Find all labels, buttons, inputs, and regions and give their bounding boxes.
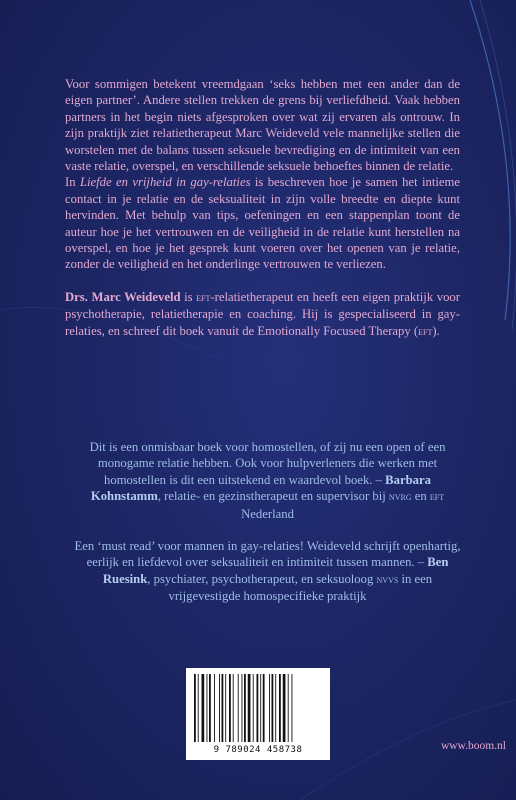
author-eft-abbrev: eft (196, 291, 211, 304)
author-bio-text-a: is (180, 289, 197, 304)
review-2-role: , psychiater, psychotherapeut, en seksuoloog (147, 571, 377, 586)
reviews (70, 439, 465, 605)
barcode-bars (194, 674, 322, 742)
review-2-name: Ben Ruesink (102, 555, 449, 586)
review-1-and: en (411, 489, 430, 504)
isbn-number: 9 789024 458738 (213, 745, 303, 755)
review-1-text: Dit is een onmisbaar boek voor homostellen, of zij nu een open of een monogame relatie hebben. Ook voor hulpverleners die werken met homostellen is dit een uitstekend en waardevol boek. – (89, 440, 446, 487)
author-bio (65, 289, 460, 340)
review-2 (70, 538, 465, 605)
review-2-text: Een ‘must read’ voor mannen in gay-relaties! Weideveld schrijft openhartig, eerlijk en liefdevol over seksualiteit en intimiteit tussen mannen. – (74, 539, 461, 570)
review-1-eft: eft (429, 491, 445, 504)
book-title: Liefde en vrijheid in gay-relaties (79, 175, 251, 190)
review-2-practice: in een vrijgevestigde homospecifieke praktijk (168, 571, 433, 604)
isbn-barcode (186, 668, 330, 760)
review-1-country: Nederland (241, 506, 294, 521)
blurb-prefix: In (65, 175, 80, 190)
blurb-paragraph-1: Voor sommigen betekent vreemdgaan ‘seks hebben met een ander dan de eigen partner’. Andere stellen trekken de grens bij verliefdheid. Vaak hebben partners in het begin niets afgesproken over wat zij ervaren als ontrouw. In zijn praktijk ziet relatietherapeut Marc Weideveld vele mannelijke stellen die worstelen met de balans tussen seksuele bevrediging en de intimiteit van een vaste relatie, overspel, en verschillende seksuele behoeftes binnen de relatie. (65, 77, 460, 174)
publisher-url: www.boom.nl (440, 740, 506, 752)
author-eft-abbrev-2: eft (418, 325, 433, 338)
review-1 (70, 439, 465, 522)
review-1-role: , relatie- en gezinstherapeut en supervisor bij (157, 489, 389, 504)
blurb-paragraph-2-rest: is beschreven hoe je samen het intieme contact in je relatie en de seksualiteit in zijn volle breedte en diepte kunt hervinden. Met behulp van tips, oefeningen en een stappenplan toont de auteur hoe je het vertrouwen en de veiligheid in de relatie kunt herstellen na overspel, en hoe je het gesprek kunt voeren over het openen van je relatie, zonder de veiligheid en het onderlinge vertrouwen te verliezen. (65, 175, 461, 272)
review-1-nvrg: nvrg (388, 491, 412, 504)
author-name: Drs. Marc Weideveld (65, 289, 181, 304)
review-1-name: Barbara Kohnstamm (90, 472, 431, 504)
back-cover-blurb (65, 76, 460, 340)
review-2-nvvs: nvvs (376, 573, 399, 586)
author-bio-text-b: -relatietherapeut en heeft een eigen praktijk voor psychotherapie, relatietherapie en coaching. Hij is gespecialiseerd in gay-relaties, en schreef dit boek vanuit de Emotionally Focused Therapy ( (65, 289, 460, 338)
blurb-paragraph-2 (65, 174, 460, 272)
author-bio-text-c: ). (432, 323, 440, 338)
